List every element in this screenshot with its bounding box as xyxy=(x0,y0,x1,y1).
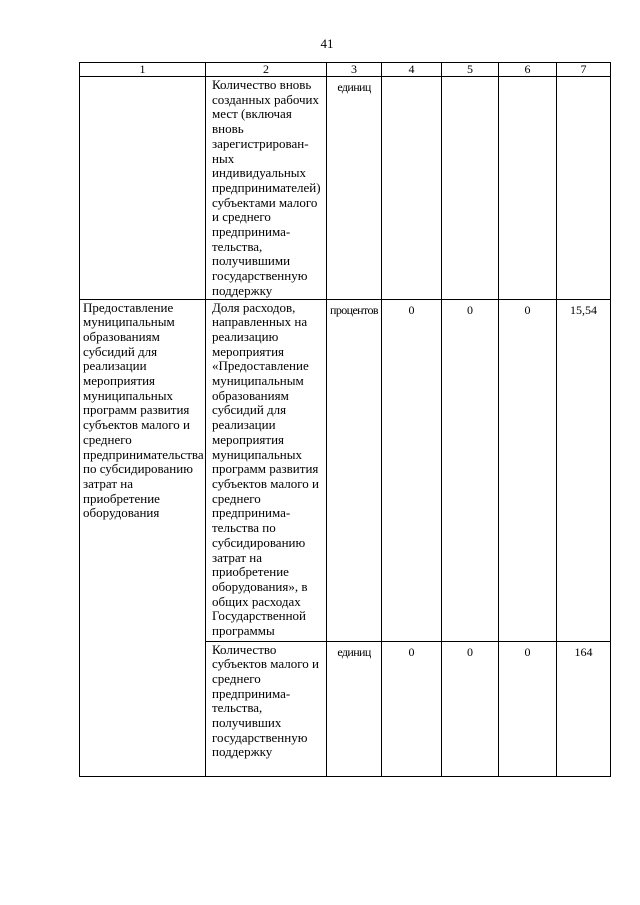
unit-text: процентов xyxy=(330,302,378,317)
unit-text: единиц xyxy=(337,644,371,659)
page-number: 41 xyxy=(320,36,334,51)
indicator-cell xyxy=(206,641,327,776)
value-cell-5 xyxy=(442,77,499,300)
indicator-cell xyxy=(206,299,327,641)
value-text xyxy=(442,77,498,80)
table-row xyxy=(80,299,611,641)
value-cell-7 xyxy=(557,641,611,776)
value-cell-6 xyxy=(499,77,557,300)
value-text: 0 xyxy=(524,302,531,317)
value-cell-4 xyxy=(382,77,442,300)
value-text: 15,54 xyxy=(570,302,597,317)
unit-cell xyxy=(327,77,382,300)
table-row xyxy=(80,77,611,300)
activity-text: Предоставление муниципальным образованиям субсидий для реализации мероприятия муниципальных программ развития субъектов малого и среднего предпринимательства по субсидированию затрат на приобретение оборудования xyxy=(83,299,204,521)
header-col-4: 4 xyxy=(382,63,442,77)
header-col-7: 7 xyxy=(557,63,611,77)
activity-cell xyxy=(80,77,206,300)
value-text xyxy=(382,77,441,80)
header-col-5: 5 xyxy=(442,63,499,77)
value-text xyxy=(557,77,610,80)
activity-cell xyxy=(80,299,206,776)
value-text: 0 xyxy=(408,644,415,659)
value-cell-4 xyxy=(382,299,442,641)
value-text: 0 xyxy=(467,302,473,317)
indicator-text: Доля расходов, направленных на реализацию мероприятия «Предоставление муниципальным образованиям субсидий для реализации мероприятия муниципальных программ развития субъектов малого и среднего предпринима- тельства по субсидированию затрат на приобретение оборудования», в общих расходах Государственной программы xyxy=(212,299,319,639)
unit-cell xyxy=(327,641,382,776)
value-cell-7 xyxy=(557,77,611,300)
value-text xyxy=(499,77,556,80)
header-col-6: 6 xyxy=(499,63,557,77)
activity-text xyxy=(80,77,205,78)
unit-cell xyxy=(327,299,382,641)
indicator-text: Количество вновь созданных рабочих мест (включая вновь зарегистрирован- ных индивидуальных предпринимателей) субъектами малого и среднего предпринима- тельства, получившими государственную поддержку xyxy=(212,77,321,298)
value-text: 164 xyxy=(574,644,593,659)
value-text: 0 xyxy=(524,644,531,659)
value-cell-5 xyxy=(442,299,499,641)
value-text: 0 xyxy=(408,302,415,317)
value-text: 0 xyxy=(467,644,473,659)
indicator-cell xyxy=(206,77,327,300)
header-col-1: 1 xyxy=(80,63,206,77)
indicators-table xyxy=(79,62,611,777)
indicator-text: Количество субъектов малого и среднего предпринима- тельства, получивших государственную поддержку xyxy=(212,641,319,760)
header-col-3: 3 xyxy=(327,63,382,77)
value-cell-4 xyxy=(382,641,442,776)
value-cell-6 xyxy=(499,641,557,776)
value-cell-6 xyxy=(499,299,557,641)
table-header-row xyxy=(80,63,611,77)
value-cell-7 xyxy=(557,299,611,641)
unit-text: единиц xyxy=(337,80,371,94)
value-cell-5 xyxy=(442,641,499,776)
header-col-2: 2 xyxy=(206,63,327,77)
